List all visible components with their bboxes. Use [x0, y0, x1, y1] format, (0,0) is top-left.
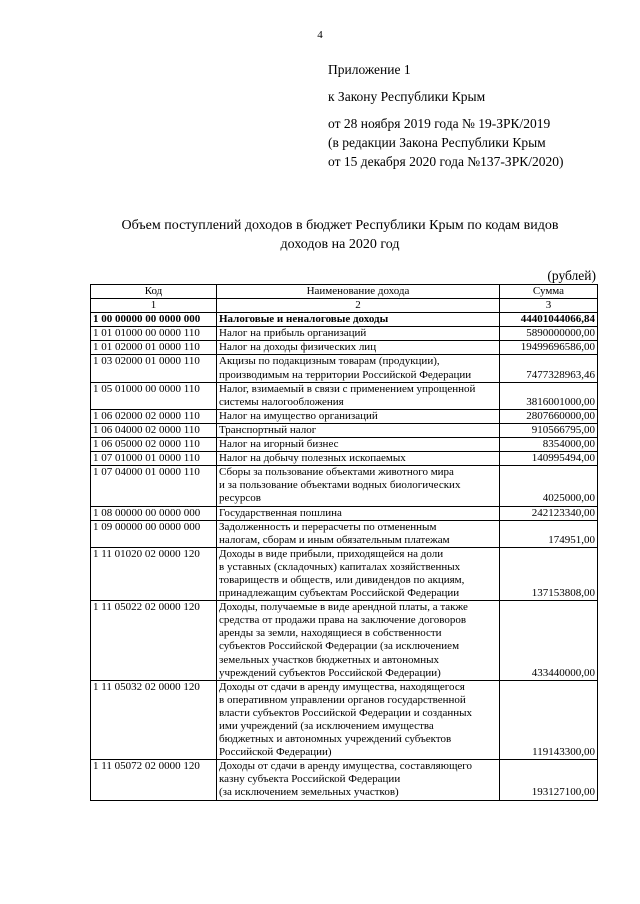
revenue-amount-cell: 174951,00: [500, 520, 598, 547]
revenue-amount-cell: 910566795,00: [500, 423, 598, 437]
revenue-name-line: в оперативном управлении органов государственной: [219, 693, 466, 706]
table-row: [91, 760, 598, 800]
revenue-name-line: учреждений субъектов Российской Федерации): [219, 666, 441, 679]
revenue-name-cell: Налог на имущество организаций: [217, 409, 500, 423]
column-number-row: [91, 299, 598, 313]
revenue-name-cell: [217, 466, 500, 506]
revenue-name-line: аренды за земли, находящиеся в собственности: [219, 627, 442, 640]
revenue-name-line: власти субъектов Российской Федерации и созданных: [219, 706, 473, 719]
table-row: [91, 313, 598, 327]
revenue-name-line: земельных участков бюджетных и автономных: [219, 653, 439, 666]
revenue-amount-cell: 44401044066,84: [500, 313, 598, 327]
appendix-line-5: от 15 декабря 2020 года №137-ЗРК/2020): [328, 154, 564, 169]
table-header-row: [91, 285, 598, 299]
revenue-name-line: Сборы за пользование объектами животного мира: [219, 466, 454, 479]
revenue-name-line: Задолженность и перерасчеты по отмененным: [219, 520, 437, 533]
revenue-name-line: Акцизы по подакцизным товарам (продукции),: [219, 355, 440, 368]
appendix-line-4: (в редакции Закона Республики Крым: [328, 135, 546, 150]
revenue-name-line: средства от продажи права на заключение договоров: [219, 614, 467, 627]
revenue-code-cell: 1 05 01000 00 0000 110: [91, 382, 217, 409]
appendix-header: [328, 60, 563, 171]
revenue-name-line: субъектов Российской Федерации (за исключением: [219, 640, 460, 653]
revenue-code-cell: 1 06 05000 02 0000 110: [91, 438, 217, 452]
revenue-amount-cell: 7477328963,46: [500, 355, 598, 382]
revenue-code-cell: 1 11 05032 02 0000 120: [91, 680, 217, 760]
revenue-name-line: ресурсов: [219, 492, 261, 505]
table-row: [91, 601, 598, 681]
table-row: [91, 341, 598, 355]
revenue-name-cell: [217, 760, 500, 800]
header-amount: Сумма: [500, 285, 598, 299]
appendix-line-3: от 28 ноября 2019 года № 19-ЗРК/2019: [328, 116, 551, 131]
revenue-name-line: принадлежащим субъектам Российской Федерации: [219, 587, 460, 600]
revenue-code-cell: 1 01 01000 00 0000 110: [91, 327, 217, 341]
revenue-name-line: и за пользование объектами водных биологических: [219, 479, 461, 492]
revenue-amount-cell: 193127100,00: [500, 760, 598, 800]
revenue-name-line: Налог, взимаемый в связи с применением упрощенной: [219, 382, 476, 395]
column-number-2: 2: [217, 299, 500, 313]
revenue-code-cell: 1 06 04000 02 0000 110: [91, 423, 217, 437]
appendix-line-2: к Закону Республики Крым: [328, 89, 486, 104]
table-row: [91, 438, 598, 452]
table-row: [91, 466, 598, 506]
column-number-3: 3: [500, 299, 598, 313]
table-row: [91, 452, 598, 466]
revenue-name-line: Доходы в виде прибыли, приходящейся на доли: [219, 547, 444, 560]
revenue-name-line: ими учреждений (за исключением имущества: [219, 720, 434, 732]
table-row: [91, 355, 598, 382]
revenue-name-line: в уставных (складочных) капиталах хозяйственных: [219, 560, 461, 573]
revenue-table: [90, 284, 598, 801]
header-code: Код: [91, 285, 217, 299]
revenue-code-cell: 1 11 01020 02 0000 120: [91, 547, 217, 600]
revenue-name-line: казну субъекта Российской Федерации: [219, 773, 401, 786]
table-row: [91, 506, 598, 520]
revenue-amount-cell: 4025000,00: [500, 466, 598, 506]
revenue-amount-cell: 140995494,00: [500, 452, 598, 466]
revenue-amount-cell: 5890000000,00: [500, 327, 598, 341]
revenue-amount-cell: 242123340,00: [500, 506, 598, 520]
revenue-name-cell: [217, 680, 500, 760]
units-label: (рублей): [547, 268, 596, 283]
revenue-name-cell: [217, 355, 500, 382]
revenue-name-line: системы налогообложения: [219, 395, 344, 408]
revenue-name-cell: Налог на доходы физических лиц: [217, 341, 500, 355]
document-title-line-2: доходов на 2020 год: [280, 237, 400, 252]
revenue-amount-cell: 8354000,00: [500, 438, 598, 452]
revenue-amount-cell: 137153808,00: [500, 547, 598, 600]
revenue-name-line: товариществ и обществ, или дивидендов по акциям,: [219, 573, 465, 586]
revenue-amount-cell: 2807660000,00: [500, 409, 598, 423]
revenue-amount-cell: 119143300,00: [500, 680, 598, 760]
column-number-1: 1: [91, 299, 217, 313]
header-name: Наименование дохода: [217, 285, 500, 299]
table-row: [91, 423, 598, 437]
revenue-name-cell: [217, 520, 500, 547]
revenue-amount-cell: 3816001000,00: [500, 382, 598, 409]
page-number: 4: [317, 29, 323, 41]
table-row: [91, 680, 598, 760]
revenue-code-cell: 1 03 02000 01 0000 110: [91, 355, 217, 382]
document-title: [80, 216, 600, 254]
table-row: [91, 382, 598, 409]
revenue-amount-cell: 433440000,00: [500, 601, 598, 681]
revenue-name-cell: [217, 382, 500, 409]
revenue-code-cell: 1 00 00000 00 0000 000: [91, 313, 217, 327]
revenue-code-cell: 1 08 00000 00 0000 000: [91, 506, 217, 520]
revenue-name-cell: Государственная пошлина: [217, 506, 500, 520]
table-row: [91, 547, 598, 600]
revenue-name-cell: Налог на игорный бизнес: [217, 438, 500, 452]
table-row: [91, 327, 598, 341]
appendix-line-1: Приложение 1: [328, 62, 411, 77]
table-body: [91, 299, 598, 800]
revenue-name-line: Доходы от сдачи в аренду имущества, составляющего: [219, 760, 473, 773]
revenue-name-line: Доходы от сдачи в аренду имущества, находящегося: [219, 680, 465, 693]
revenue-code-cell: 1 06 02000 02 0000 110: [91, 409, 217, 423]
revenue-code-cell: 1 07 01000 01 0000 110: [91, 452, 217, 466]
revenue-name-cell: Налог на добычу полезных ископаемых: [217, 452, 500, 466]
revenue-name-cell: Транспортный налог: [217, 423, 500, 437]
revenue-name-line: (за исключением земельных участков): [219, 786, 399, 799]
revenue-code-cell: 1 09 00000 00 0000 000: [91, 520, 217, 547]
revenue-amount-cell: 19499696586,00: [500, 341, 598, 355]
revenue-code-cell: 1 07 04000 01 0000 110: [91, 466, 217, 506]
revenue-code-cell: 1 11 05022 02 0000 120: [91, 601, 217, 681]
revenue-name-line: налогам, сборам и иным обязательным платежам: [219, 533, 450, 546]
table-row: [91, 520, 598, 547]
revenue-name-line: Доходы, получаемые в виде арендной платы, а также: [219, 601, 468, 614]
document-title-line-1: Объем поступлений доходов в бюджет Республики Крым по кодам видов: [121, 218, 559, 233]
revenue-name-line: Российской Федерации): [219, 746, 332, 759]
revenue-code-cell: 1 01 02000 01 0000 110: [91, 341, 217, 355]
revenue-name-cell: Налог на прибыль организаций: [217, 327, 500, 341]
revenue-code-cell: 1 11 05072 02 0000 120: [91, 760, 217, 800]
revenue-name-line: производимым на территории Российской Федерации: [219, 368, 472, 381]
revenue-name-line: бюджетных и автономных учреждений субъектов: [219, 733, 452, 746]
revenue-name-cell: [217, 601, 500, 681]
revenue-name-cell: Налоговые и неналоговые доходы: [217, 313, 500, 327]
table-row: [91, 409, 598, 423]
revenue-name-cell: [217, 547, 500, 600]
